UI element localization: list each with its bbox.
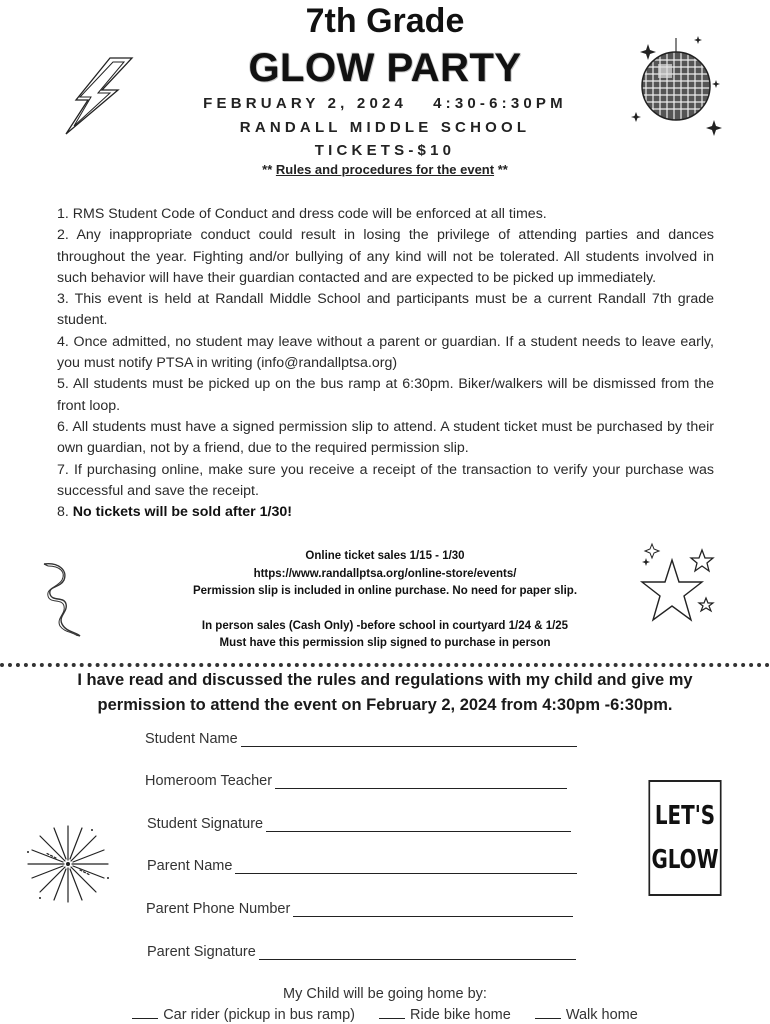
parent-phone-line[interactable] — [293, 900, 573, 917]
rules-heading-title: Rules and procedures for the event — [275, 162, 495, 177]
badge-line-1: LET'S — [654, 801, 716, 831]
ride-bike-blank[interactable] — [379, 1006, 405, 1019]
online-dates: Online ticket sales 1/15 - 1/30 — [305, 550, 465, 562]
parent-name-line[interactable] — [235, 857, 577, 874]
car-rider-blank[interactable] — [132, 1006, 158, 1019]
rule-8-number: 8. — [57, 504, 69, 521]
rule-item: 2. Any inappropriate conduct could result in losing the privilege of attending parties and dances throughout the year. Fighting and/or bullying of any kind will not be tolerated. All students involved in such behavior will have their guardian contacted and are expected to be picked up immediately. — [57, 227, 714, 286]
rules-heading — [0, 162, 770, 177]
rule-8-text: No tickets will be sold after 1/30! — [72, 504, 292, 521]
walk-home-label: Walk home — [565, 1007, 638, 1023]
student-signature-line[interactable] — [266, 815, 571, 832]
online-note: Permission slip is included in online purchase. No need for paper slip. — [192, 585, 578, 597]
event-title: GLOW PARTY — [248, 46, 522, 90]
parent-signature-label: Parent Signature — [147, 944, 256, 960]
rule-item: 3. This event is held at Randall Middle School and participants must be a current Randall 7th grade student. — [57, 291, 714, 329]
event-time: 4:30-6:30PM — [433, 95, 567, 112]
parent-phone-label: Parent Phone Number — [146, 901, 291, 917]
parent-signature-line[interactable] — [259, 943, 576, 960]
student-name-field[interactable] — [145, 730, 577, 747]
school-name: RANDALL MIDDLE SCHOOL — [239, 119, 531, 136]
event-date: FEBRUARY 2, 2024 — [203, 95, 408, 112]
student-signature-field[interactable] — [147, 815, 571, 832]
lightning-icon — [58, 54, 138, 138]
rule-item: 1. RMS Student Code of Conduct and dress code will be enforced at all times. — [57, 206, 547, 222]
homeroom-teacher-label: Homeroom Teacher — [145, 773, 273, 789]
rule-item: 4. Once admitted, no student may leave without a parent or guardian. If a student needs to leave early, you must notify PTSA in writing (info@randallptsa.org) — [57, 333, 714, 372]
homeroom-teacher-line[interactable] — [275, 772, 567, 789]
parent-phone-field[interactable] — [146, 900, 573, 917]
consent-statement: I have read and discussed the rules and regulations with my child and give my permission to attend the event on February 2, 2024 from 4:30pm -6:30pm. — [77, 671, 693, 714]
ride-bike-label: Ride bike home — [410, 1007, 511, 1023]
rule-item-8 — [57, 502, 714, 523]
rule-item: 7. If purchasing online, make sure you receive a receipt of the transaction to verify your purchase was successful and save the receipt. — [57, 461, 714, 499]
student-signature-label: Student Signature — [147, 816, 264, 832]
rule-item: 5. All students must be picked up on the bus ramp at 6:30pm. Biker/walkers will be dismissed from the front loop. — [57, 376, 714, 414]
option-car-rider[interactable] — [132, 1007, 355, 1023]
rules-heading-suffix: ** — [497, 162, 508, 177]
going-home-prompt: My Child will be going home by: — [283, 986, 487, 1002]
parent-signature-field[interactable] — [147, 943, 576, 960]
in-person-note: Must have this permission slip signed to purchase in person — [219, 637, 551, 649]
badge-line-2: GLOW — [651, 845, 719, 875]
homeroom-teacher-field[interactable] — [145, 772, 567, 789]
ticket-price: TICKETS-$10 — [314, 142, 456, 159]
going-home-options — [0, 1006, 770, 1023]
cut-line — [0, 663, 770, 667]
grade-title: 7th Grade — [305, 2, 465, 40]
disco-ball-icon — [628, 34, 724, 138]
parent-name-field[interactable] — [147, 857, 577, 874]
rule-item: 6. All students must have a signed permission slip to attend. A student ticket must be purchased by their own guardian, not by a friend, due to the required permission slip. — [57, 418, 714, 457]
online-sales-info — [0, 548, 770, 653]
car-rider-label: Car rider (pickup in bus ramp) — [163, 1007, 355, 1023]
student-name-line[interactable] — [241, 730, 577, 747]
rules-list — [57, 204, 714, 523]
lets-glow-badge — [648, 780, 721, 896]
walk-home-blank[interactable] — [535, 1006, 561, 1019]
parent-name-label: Parent Name — [147, 858, 233, 874]
option-walk-home[interactable] — [535, 1007, 638, 1023]
in-person-sales: In person sales (Cash Only) -before school in courtyard 1/24 & 1/25 — [201, 619, 569, 632]
student-name-label: Student Name — [145, 731, 238, 747]
rules-heading-prefix: ** — [262, 162, 273, 177]
firework-icon — [22, 822, 114, 906]
online-url[interactable]: https://www.randallptsa.org/online-store/events/ — [253, 567, 517, 580]
option-ride-bike[interactable] — [379, 1007, 511, 1023]
